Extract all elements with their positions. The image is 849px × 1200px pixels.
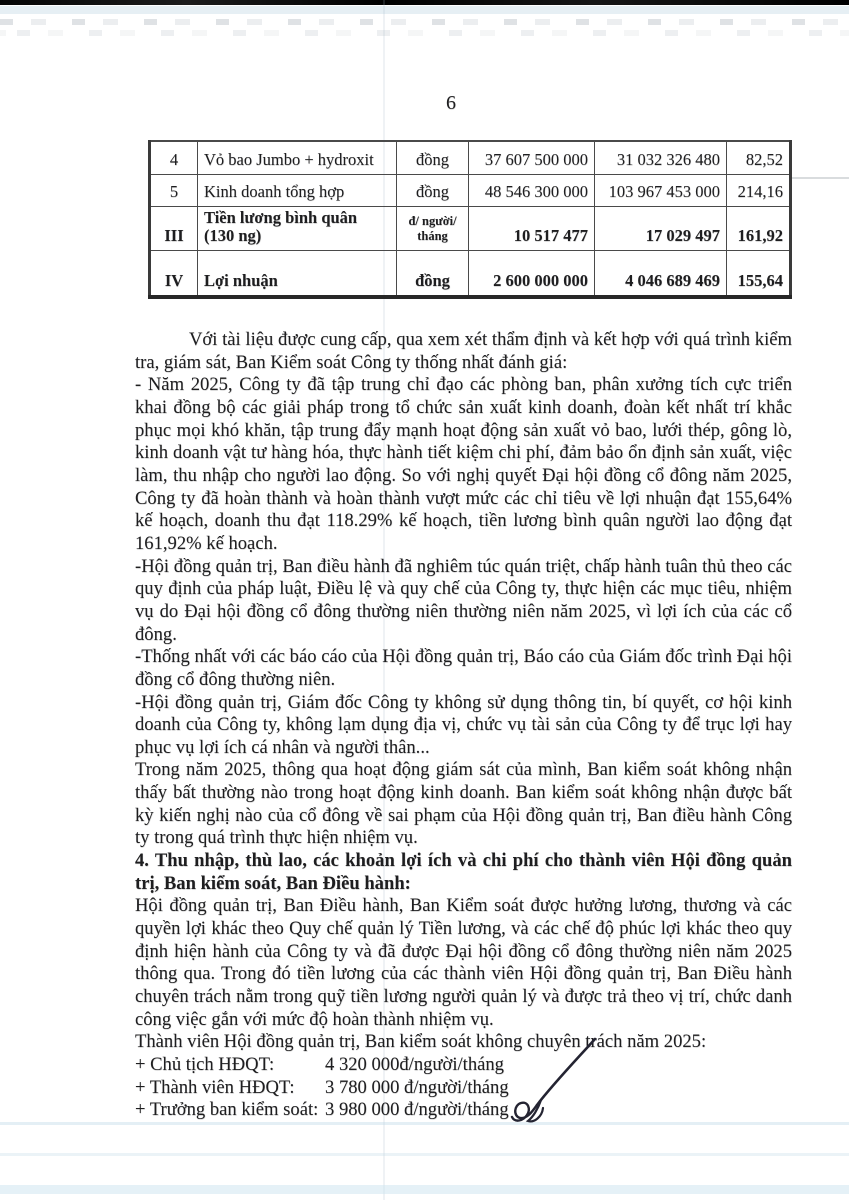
scan-artifact-top-bar xyxy=(0,0,849,5)
cell-percent: 214,16 xyxy=(727,174,791,206)
paragraph-no-abuse: -Hội đồng quản trị, Giám đốc Công ty không sử dụng thông tin, bí quyết, cơ hội kinh doanh của Công ty, không lạm dụng địa vị, chức vụ tài sản của Công ty để trục lợi hay phục vụ lợi ích cá nhân và người thân... xyxy=(135,691,792,758)
table-row xyxy=(150,174,791,206)
cell-unit: đồng xyxy=(397,174,469,206)
salary-value: 4 320 000đ/người/tháng xyxy=(325,1054,504,1075)
cell-indicator: Lợi nhuận xyxy=(198,251,397,297)
scan-artifact-bottom-band xyxy=(0,1153,849,1156)
table-row xyxy=(150,206,791,251)
paragraph-intro: Với tài liệu được cung cấp, qua xem xét thẩm định và kết hợp với quá trình kiểm tra, giám sát, Ban Kiểm soát Công ty thống nhất đánh giá: xyxy=(135,329,792,373)
cell-plan: 48 546 300 000 xyxy=(469,174,595,206)
section-heading-4: 4. Thu nhập, thù lao, các khoản lợi ích và chi phí cho thành viên Hội đồng quản trị, Ban kiểm soát, Ban Điều hành: xyxy=(135,850,792,894)
scan-artifact-noise-row xyxy=(0,30,849,36)
salary-line-member xyxy=(135,1077,792,1100)
cell-percent: 82,52 xyxy=(727,141,791,174)
cell-actual: 17 029 497 xyxy=(595,206,727,251)
cell-plan: 10 517 477 xyxy=(469,206,595,251)
cell-unit: đ/ người/ tháng xyxy=(397,206,469,251)
scan-artifact-blue-strip xyxy=(0,6,849,14)
paragraph-assessment-2025: - Năm 2025, Công ty đã tập trung chỉ đạo các phòng ban, phân xưởng tích cực triển khai đồng bộ các giải pháp trong tổ chức sản xuất kinh doanh, đoàn kết nhất trí khắc phục mọi khó khăn, tập trung đẩy mạnh hoạt động sản xuất vỏ bao, lưới thép, gông lò, kinh doanh vật tư hàng hóa, thực hành tiết kiệm chi phí, đảm bảo ổn định sản xuất, việc làm, thu nhập cho người lao động. So với nghị quyết Đại hội đồng cổ đông năm 2025, Công ty đã hoàn thành và hoàn thành vượt mức các chỉ tiêu về lợi nhuận đạt 155,64% kế hoạch, doanh thu đạt 118.29% kế hoạch, tiền lương bình quân người lao động đạt 161,92% kế hoạch. xyxy=(135,374,792,554)
scan-artifact-bottom-band xyxy=(0,1122,849,1125)
cell-unit: đồng xyxy=(397,141,469,174)
salary-label: + Thành viên HĐQT: xyxy=(135,1076,295,1098)
cell-stt: 5 xyxy=(150,174,198,206)
cell-percent: 155,64 xyxy=(727,251,791,297)
cell-actual: 4 046 689 469 xyxy=(595,251,727,297)
performance-table xyxy=(148,140,792,299)
paragraph-supervision-result: Trong năm 2025, thông qua hoạt động giám sát của mình, Ban kiểm soát không nhận thấy bất thường nào trong hoạt động kinh doanh. Ban kiểm soát không nhận được bất kỳ kiến nghị nào của cổ đông về sai phạm của Hội đồng quản trị, Ban điều hành Công ty trong quá trình thực hiện nhiệm vụ. xyxy=(135,759,792,849)
salary-value: 3 780 000 đ/người/tháng xyxy=(325,1076,509,1098)
salary-line-head-supervisor xyxy=(135,1099,792,1122)
paragraph-report-agreement: -Thống nhất với các báo cáo của Hội đồng quản trị, Báo cáo của Giám đốc trình Đại hội đồng cổ đông thường niên. xyxy=(135,646,792,690)
table-row xyxy=(150,141,791,174)
cell-indicator: Tiền lương bình quân (130 ng) xyxy=(198,206,397,251)
page-number: 6 xyxy=(446,92,456,114)
cell-plan: 2 600 000 000 xyxy=(469,251,595,297)
cell-actual: 31 032 326 480 xyxy=(595,141,727,174)
cell-stt: III xyxy=(150,206,198,251)
cell-indicator: Vỏ bao Jumbo + hydroxit xyxy=(198,141,397,174)
salary-label: + Trưởng ban kiểm soát: xyxy=(135,1099,319,1121)
cell-unit: đồng xyxy=(397,251,469,297)
cell-plan: 37 607 500 000 xyxy=(469,141,595,174)
salary-label: + Chủ tịch HĐQT: xyxy=(135,1054,275,1075)
cell-stt: IV xyxy=(150,251,198,297)
scan-artifact-table-side-line xyxy=(789,177,849,179)
paragraph-remuneration-policy: Hội đồng quản trị, Ban Điều hành, Ban Kiểm soát được hưởng lương, thương và các quyền lợi khác theo Quy chế quản lý Tiền lương, và các chế độ phúc lợi khác theo quy định hiện hành của Công ty và đã được Đại hội đồng cổ đông thường niên năm 2025 thông qua. Trong đó tiền lương của các thành viên Hội đồng quản trị, Ban Điều hành chuyên trách nằm trong quỹ tiền lương người quản lý và được trả theo vị trí, chức danh công việc gắn với mức độ hoàn thành nhiệm vụ. xyxy=(135,895,792,1030)
salary-line-chairman xyxy=(135,1054,792,1077)
document-body xyxy=(135,329,792,1122)
paragraph-board-compliance: -Hội đồng quản trị, Ban điều hành đã nghiêm túc quán triệt, chấp hành tuân thủ theo các quy định của pháp luật, Điều lệ và quy chế của Công ty, thực hiện các mục tiêu, nhiệm vụ do Đại hội đồng cổ đông thường niên thường niên năm 2025, vì lợi ích của các cổ đông. xyxy=(135,555,792,645)
salary-value: 3 980 000 đ/người/tháng xyxy=(325,1099,509,1121)
cell-indicator: Kinh doanh tổng hợp xyxy=(198,174,397,206)
scan-artifact-noise-row xyxy=(0,19,849,25)
table-row xyxy=(150,251,791,297)
cell-stt: 4 xyxy=(150,141,198,174)
scan-artifact-bottom-band xyxy=(0,1185,849,1194)
paragraph-nonexecutive-intro: Thành viên Hội đồng quản trị, Ban kiểm soát không chuyên trách năm 2025: xyxy=(135,1031,707,1053)
cell-actual: 103 967 453 000 xyxy=(595,174,727,206)
cell-percent: 161,92 xyxy=(727,206,791,251)
